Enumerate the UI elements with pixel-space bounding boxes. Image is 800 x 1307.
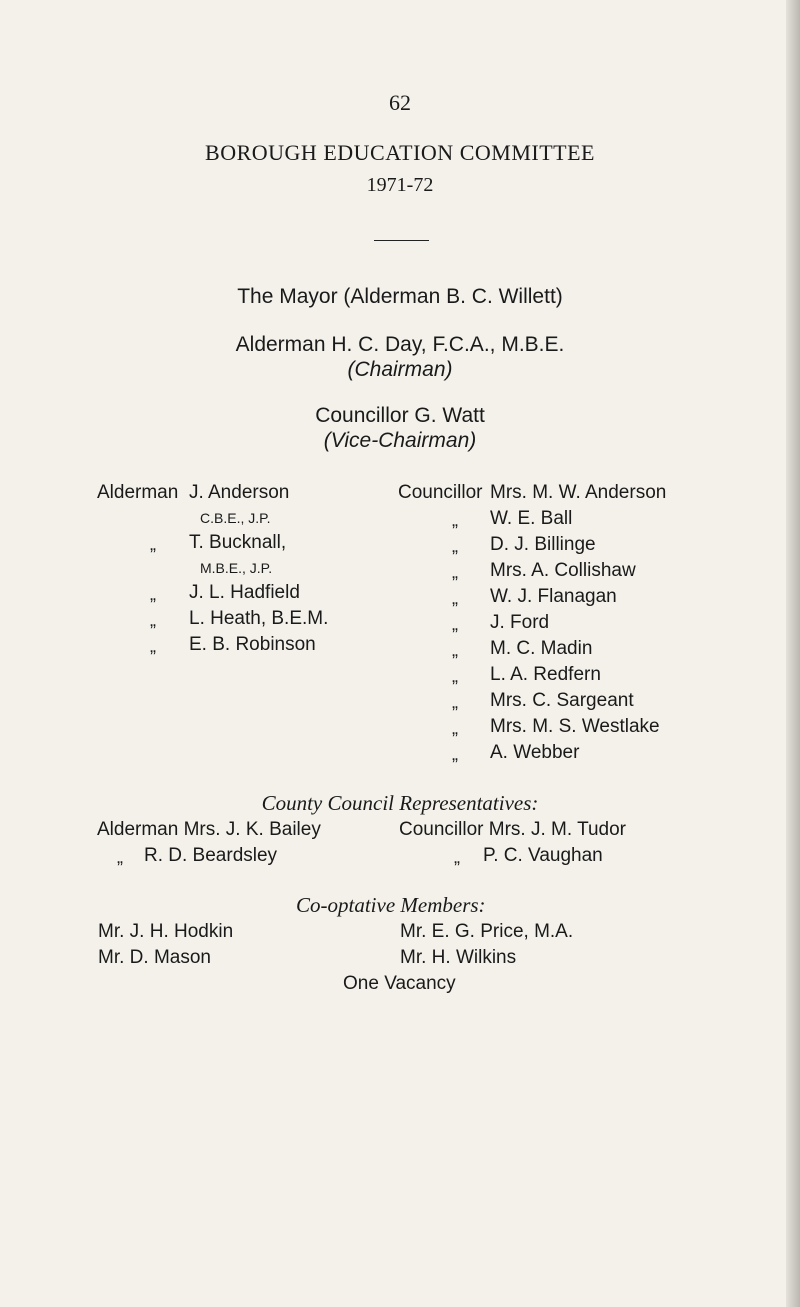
councillor-name: A. Webber xyxy=(490,742,580,763)
alderman-honours: M.B.E., J.P. xyxy=(200,560,273,576)
councillor-name: Mrs. M. W. Anderson xyxy=(490,482,667,503)
county-rep-alderman: R. D. Beardsley xyxy=(144,845,278,866)
ditto-mark: „ xyxy=(452,718,458,738)
alderman-name: L. Heath, B.E.M. xyxy=(189,608,329,629)
chairman-role: (Chairman) xyxy=(347,358,453,381)
councillor-name: Mrs. M. S. Westlake xyxy=(490,716,660,737)
councillor-prefix: Councillor xyxy=(398,482,483,503)
councillor-name: D. J. Billinge xyxy=(490,534,596,555)
co-optative-vacancy: One Vacancy xyxy=(343,973,456,994)
chairman-name: Alderman H. C. Day, F.C.A., M.B.E. xyxy=(235,333,565,356)
mayor-line: The Mayor (Alderman B. C. Willett) xyxy=(237,285,563,308)
co-optative-member: Mr. J. H. Hodkin xyxy=(98,921,234,942)
county-council-heading: County Council Representatives: xyxy=(261,791,539,815)
ditto-mark: „ xyxy=(452,562,458,582)
ditto-mark: „ xyxy=(150,534,156,554)
county-rep-councillor: Councillor Mrs. J. M. Tudor xyxy=(399,819,626,840)
vice-chairman-role: (Vice-Chairman) xyxy=(323,429,477,452)
title-divider xyxy=(374,240,429,241)
co-optative-member: Mr. E. G. Price, M.A. xyxy=(400,921,574,942)
alderman-name: J. Anderson xyxy=(189,482,290,503)
ditto-mark: „ xyxy=(452,510,458,530)
councillor-name: Mrs. C. Sargeant xyxy=(490,690,634,711)
ditto-mark: „ xyxy=(454,847,460,867)
co-optative-member: Mr. H. Wilkins xyxy=(400,947,517,968)
ditto-mark: „ xyxy=(150,636,156,656)
ditto-mark: „ xyxy=(150,584,156,604)
alderman-name: E. B. Robinson xyxy=(189,634,316,655)
ditto-mark: „ xyxy=(452,640,458,660)
co-optative-member: Mr. D. Mason xyxy=(98,947,211,968)
councillor-name: W. J. Flanagan xyxy=(490,586,617,607)
county-rep-councillor: P. C. Vaughan xyxy=(483,845,603,866)
alderman-prefix: Alderman xyxy=(97,482,179,503)
councillor-name: Mrs. A. Collishaw xyxy=(490,560,636,581)
alderman-honours: C.B.E., J.P. xyxy=(200,510,271,526)
vice-chairman-name: Councillor G. Watt xyxy=(315,404,485,427)
page-title: BOROUGH EDUCATION COMMITTEE xyxy=(205,140,595,165)
committee-year: 1971-72 xyxy=(366,174,434,196)
alderman-name: T. Bucknall, xyxy=(189,532,287,553)
councillor-name: W. E. Ball xyxy=(490,508,573,529)
ditto-mark: „ xyxy=(452,744,458,764)
councillor-name: M. C. Madin xyxy=(490,638,593,659)
councillor-name: J. Ford xyxy=(490,612,550,633)
ditto-mark: „ xyxy=(452,588,458,608)
ditto-mark: „ xyxy=(117,847,123,867)
ditto-mark: „ xyxy=(452,692,458,712)
county-rep-alderman: Alderman Mrs. J. K. Bailey xyxy=(97,819,321,840)
ditto-mark: „ xyxy=(452,536,458,556)
ditto-mark: „ xyxy=(150,610,156,630)
co-optative-heading: Co-optative Members: xyxy=(296,893,486,917)
councillor-name: L. A. Redfern xyxy=(490,664,601,685)
ditto-mark: „ xyxy=(452,614,458,634)
ditto-mark: „ xyxy=(452,666,458,686)
alderman-name: J. L. Hadfield xyxy=(189,582,300,603)
page-number: 62 xyxy=(389,90,411,115)
